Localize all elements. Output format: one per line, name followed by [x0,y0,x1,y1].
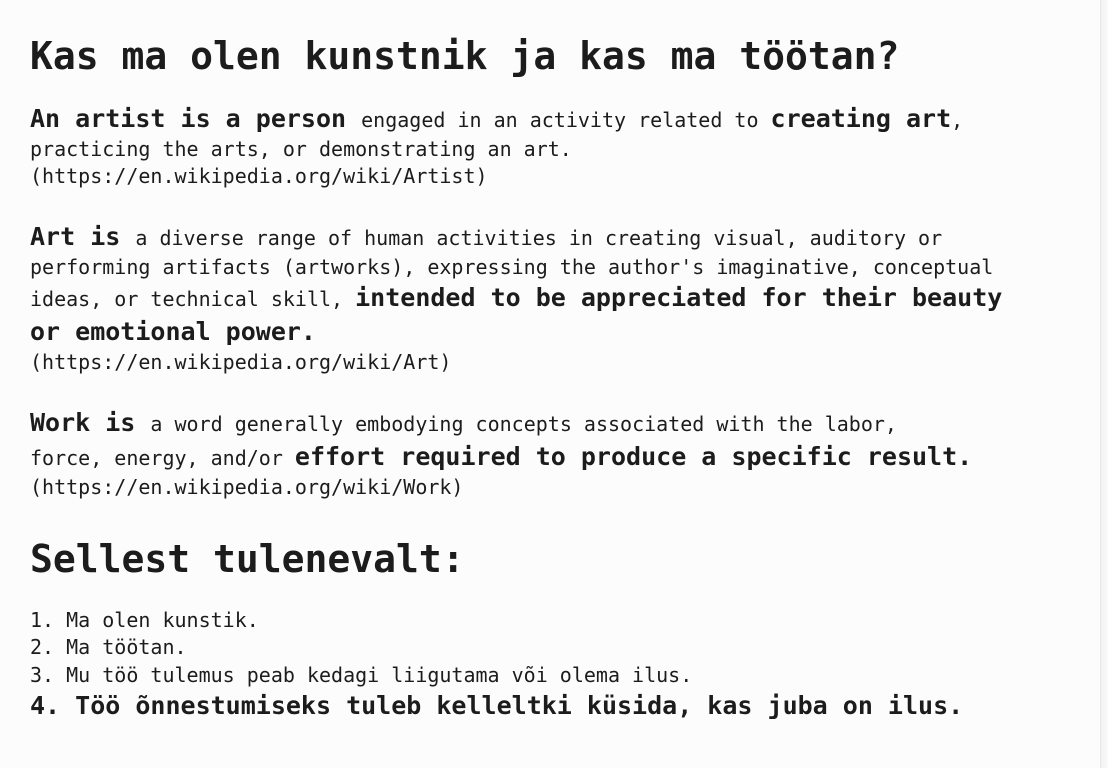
emphasized-text: Art is [30,221,136,251]
text-line [30,406,1072,440]
definition-paragraph [30,220,1072,376]
text-line [30,440,1072,474]
definition-paragraph [30,406,1072,501]
body-text: practicing the arts, or demonstrating an art. [30,136,572,161]
emphasized-text: An artist is a person [30,103,362,133]
list-item: 3. Mu töö tulemus peab kedagi liigutama või olema ilus. [30,662,693,687]
body-text: a word generally embodying concepts associated with the labor, [150,412,897,437]
body-text: ideas, or technical skill, [30,287,356,312]
definition-paragraph [30,102,1072,190]
source-url: (https://en.wikipedia.org/wiki/Artist) [30,163,488,188]
list-item: 1. Ma olen kunstik. [30,608,259,633]
emphasized-text: Work is [30,408,151,438]
text-line [30,315,1072,349]
emphasized-text: or emotional power. [30,317,316,347]
body-text: force, energy, and/or [30,446,295,471]
text-line [30,281,1072,315]
list-item: 4. Töö õnnestumiseks tuleb kelleltki küsida, kas juba on ilus. [30,690,964,720]
conclusion-list [30,607,1072,723]
text-line [30,254,1072,281]
emphasized-text: effort required to produce a specific result. [294,442,973,472]
list-item: 2. Ma töötan. [30,635,187,660]
conclusion-heading: Sellest tulenevalt: [30,536,465,581]
definitions-section [30,102,1072,502]
source-url: (https://en.wikipedia.org/wiki/Art) [30,350,452,375]
body-text: , [951,107,964,132]
page-edge [1100,0,1108,768]
text-line [30,102,1072,136]
page-title: Kas ma olen kunstnik ja kas ma töötan? [30,34,900,78]
source-url: (https://en.wikipedia.org/wiki/Work) [30,475,464,500]
body-text: a diverse range of human activities in creating visual, auditory or [135,225,943,250]
emphasized-text: creating art [770,103,952,133]
emphasized-text: intended to be appreciated for their beauty [355,283,1003,313]
text-line [30,220,1072,254]
body-text: performing artifacts (artworks), expressing the author's imaginative, conceptual [30,254,994,279]
text-line [30,136,1072,163]
body-text: engaged in an activity related to [361,107,771,132]
